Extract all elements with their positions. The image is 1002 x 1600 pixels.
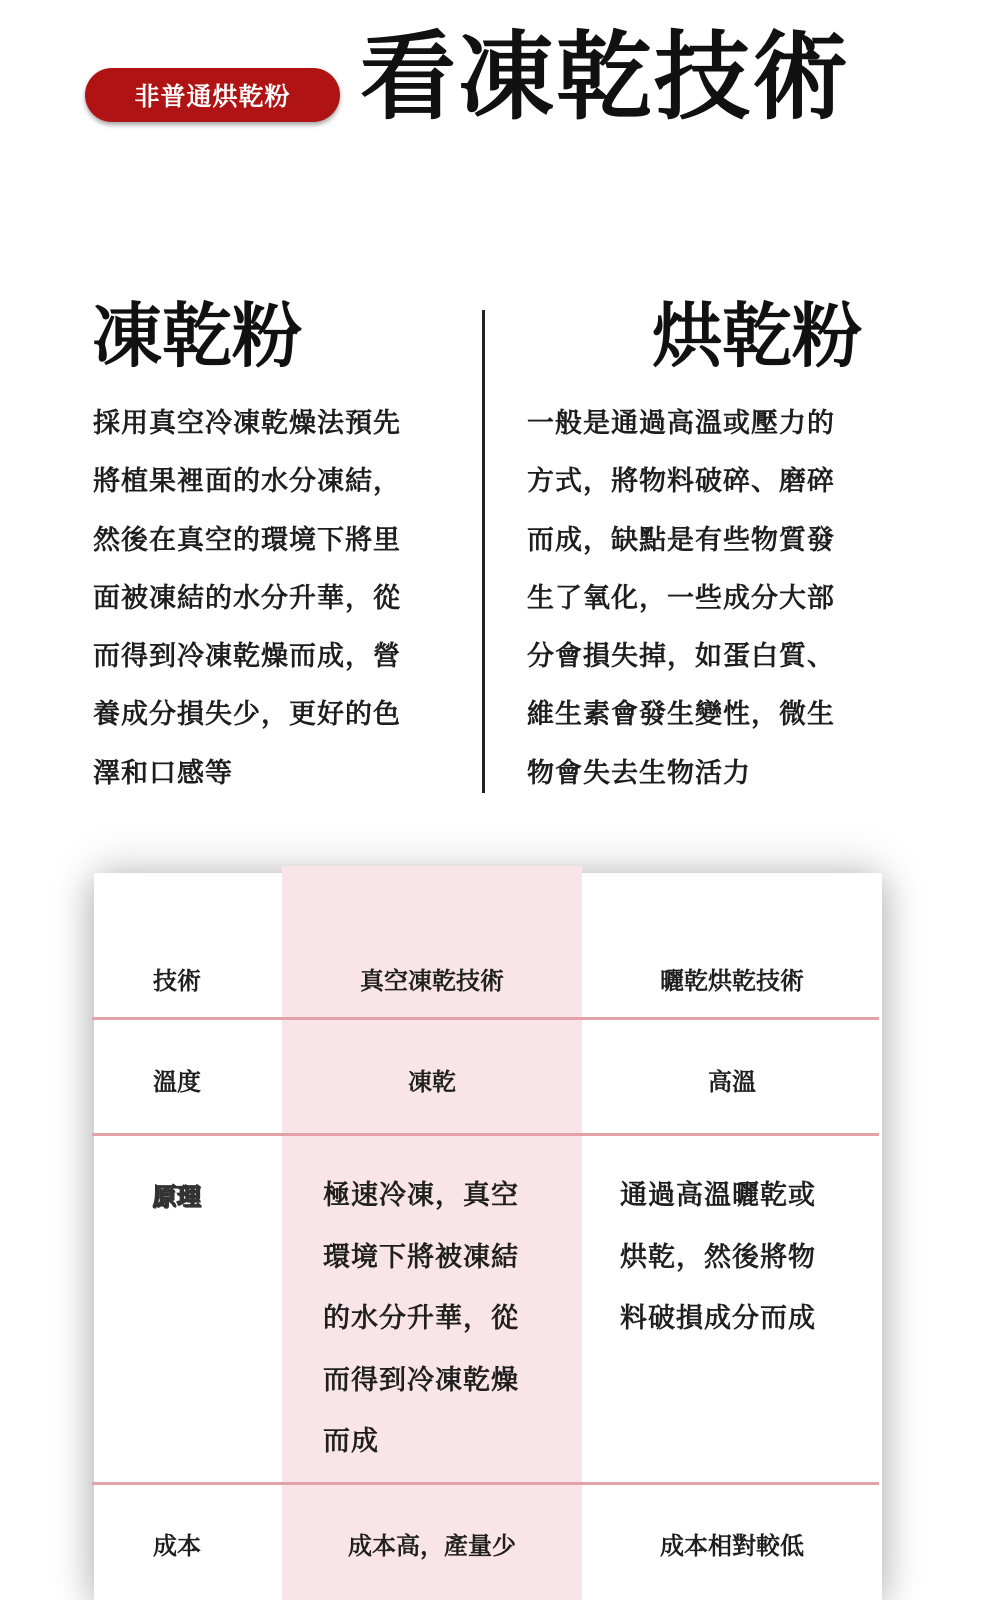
row-divider bbox=[92, 1017, 879, 1020]
description-line: 澤和口感等 bbox=[93, 757, 233, 789]
description-line: 方式，將物料破碎、磨碎 bbox=[527, 466, 835, 498]
description-line: 而成，缺點是有些物質發 bbox=[527, 524, 835, 556]
cell-cost-oven: 成本相對較低 bbox=[660, 1532, 804, 1560]
row-label-principle: 原理 bbox=[153, 1183, 201, 1211]
cell-cost-freeze: 成本高，產量少 bbox=[348, 1532, 516, 1560]
description-line: 一般是通過高溫或壓力的 bbox=[527, 408, 835, 439]
description-line: 物會失去生物活力 bbox=[527, 757, 751, 789]
description-line: 採用真空冷凍乾燥法預先 bbox=[93, 408, 401, 439]
cell-line: 環境下將被凍結 bbox=[323, 1241, 519, 1273]
description-line: 養成分損失少，更好的色 bbox=[93, 699, 401, 731]
column-divider bbox=[482, 310, 485, 793]
description-line: 然後在真空的環境下將里 bbox=[93, 524, 401, 556]
category-badge: 非普通烘乾粉 bbox=[85, 68, 340, 122]
description-line: 生了氧化，一些成分大部 bbox=[527, 582, 835, 614]
cell-line: 通過高溫曬乾或 bbox=[620, 1180, 816, 1211]
freeze-dried-title: 凍乾粉 bbox=[92, 295, 302, 377]
cell-temperature-freeze: 凍乾 bbox=[408, 1068, 456, 1096]
oven-dried-title: 烘乾粉 bbox=[652, 295, 862, 377]
description-line: 維生素會發生變性，微生 bbox=[527, 699, 835, 731]
cell-temperature-oven: 高溫 bbox=[708, 1068, 756, 1096]
description-line: 而得到冷凍乾燥而成，營 bbox=[93, 641, 401, 673]
row-label-technology: 技術 bbox=[153, 967, 201, 995]
cell-line: 的水分升華，從 bbox=[323, 1303, 519, 1334]
row-label-cost: 成本 bbox=[153, 1532, 201, 1560]
cell-line: 而成 bbox=[323, 1426, 379, 1457]
freeze-dried-description bbox=[93, 395, 401, 803]
cell-principle-freeze bbox=[323, 1181, 519, 1489]
cell-line: 而得到冷凍乾燥 bbox=[323, 1364, 519, 1396]
cell-principle-oven bbox=[620, 1181, 816, 1366]
cell-line: 烘乾，然後將物 bbox=[620, 1241, 816, 1273]
description-line: 分會損失掉，如蛋白質、 bbox=[527, 641, 835, 673]
cell-technology-oven: 曬乾烘乾技術 bbox=[660, 967, 804, 995]
description-line: 將植果裡面的水分凍結， bbox=[93, 466, 401, 498]
cell-line: 極速冷凍，真空 bbox=[323, 1180, 519, 1211]
oven-dried-description bbox=[527, 395, 835, 803]
row-divider bbox=[92, 1133, 879, 1136]
row-label-temperature: 溫度 bbox=[153, 1068, 201, 1096]
description-line: 面被凍結的水分升華，從 bbox=[93, 582, 401, 614]
cell-technology-freeze: 真空凍乾技術 bbox=[360, 967, 504, 995]
page-title: 看凍乾技術 bbox=[360, 21, 850, 133]
cell-line: 料破損成分而成 bbox=[620, 1303, 816, 1334]
